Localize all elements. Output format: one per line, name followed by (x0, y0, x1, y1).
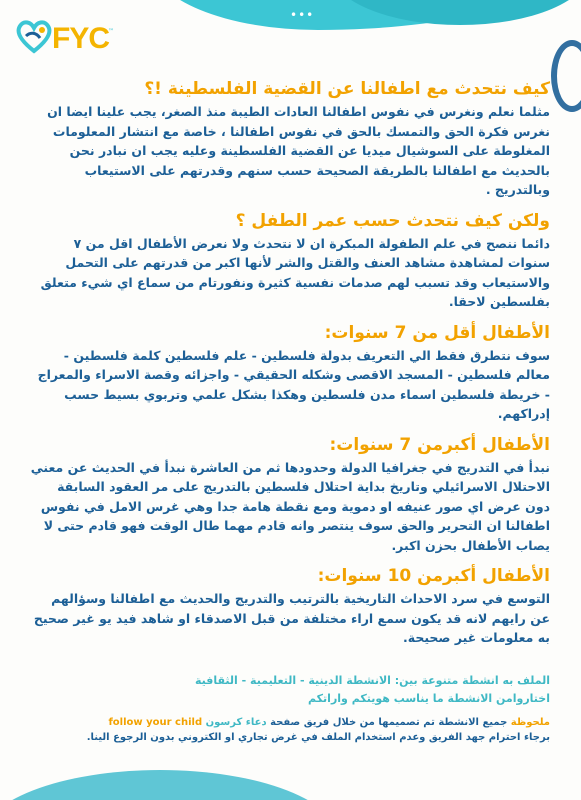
section-under-7 (30, 322, 550, 424)
side-decoration (551, 40, 581, 112)
logo-trademark: ™ (108, 28, 114, 35)
section-title: الأطفال أكبرمن 7 سنوات: (329, 434, 550, 455)
activities-note-line1: الملف به انشطة متنوعة بين: الانشطة الدينية - التعليمية - الثقافية (195, 674, 550, 687)
footer-note-text1: جميع الانشطة تم تصميمها من خلال فريق صفحة (270, 717, 508, 728)
footer-note-label: ملحوظة (510, 717, 550, 728)
section-how-by-age (30, 210, 550, 312)
footer-note-line1 (30, 715, 550, 730)
section-title: ولكن كيف نتحدث حسب عمر الطفل ؟ (235, 210, 550, 231)
section-body: مثلما نعلم ونغرس في نفوس اطفالنا العادات الطيبة منذ الصغر، يجب علينا ايضا ان نغرس فكرة الحق والتمسك بالحق في نفوس اطفالنا ، خاصة مع انتشار المعلومات المغلوطة على السوشيال ميديا عن القضية الفلسطينة وعليه يجب ان نبادر نحن بالحديث مع اطفالنا بالطريقة الصحيحة حسب سنهم وقدرتهم على الاستيعاب وبالتدريج . (47, 104, 550, 197)
bottom-wave-decoration (0, 770, 340, 800)
footer-tag: follow your child (108, 717, 203, 728)
section-body: دائما ننصح في علم الطفولة المبكرة ان لا نتحدث ولا نعرض الأطفال اقل من ٧ سنوات لمشاهدة مشاهد العنف والقتل والشر لأنها اكبر من قدرتهم على التحمل والاستيعاب وقد تسبب لهم صدمات نفسية كثيرة ونفورتام من سماع اي شيء متعلق بفلسطين لاحقا. (40, 235, 550, 309)
section-intro (30, 78, 550, 200)
section-body: التوسع في سرد الاحداث التاريخية بالترتيب والتدريج والحديث مع اطفالنا وسؤالهم عن رايهم لانه قد يكون سمع اراء مختلفة من قبل الاصدقاء او شاهد فيد يو غير صحيح به معلومات غير صحيحة. (33, 591, 550, 645)
section-body: سوف نتطرق فقط الي التعريف بدولة فلسطين - علم فلسطين كلمة فلسطين - معالم فلسطين - المسجد الاقصى وشكله الحقيقي - واجزائه وقصة الاسراء والمعراج - خريطة فلسطين اسماء مدن فلسطين وهكذا بشكل علمي وتربوي بسيط حسب إدراكهم. (37, 347, 550, 421)
section-over-7 (30, 434, 550, 556)
footer-note-line2: برجاء احترام جهد الفريق وعدم استخدام الملف في غرض تجاري او الكتروني بدون الرجوع الينا. (86, 732, 550, 743)
section-body: نبدأ في التدريج في جغرافيا الدولة وحدودها ثم من العاشرة نبدأ في الحديث عن معني الاحتلال الاسرائيلي وتاريخ بداية احتلال فلسطين بالتدريج على مر العقود السابقة دون عرض اي صور عنيفه او دموية ومع نقطة هامة جدا وهي غرس الامل في نفوس اطفالنا ان التحرير والحق سوف ينتصر وانه قادم مهما طال الوقت فهو قادم حتى لا يصاب الأطفال بحزن اكبر. (30, 459, 550, 553)
footer-page-name: دعاء كرسون (205, 717, 267, 728)
heart-logo-icon (14, 16, 54, 56)
activities-note (30, 672, 550, 708)
section-over-10 (30, 565, 550, 648)
footer-note (30, 715, 550, 745)
section-title: الأطفال أكبرمن 10 سنوات: (317, 566, 550, 586)
article-content (30, 78, 550, 658)
header-dots: ••• (290, 8, 315, 22)
section-title: الأطفال أقل من 7 سنوات: (324, 322, 550, 343)
activities-note-line2: اختاروامن الانشطة ما يناسب هويتكم واراتكم (308, 692, 550, 705)
logo-text: FYC (52, 22, 109, 55)
section-title: كيف نتحدث مع اطفالنا عن القضية الفلسطينة !؟ (144, 79, 550, 99)
